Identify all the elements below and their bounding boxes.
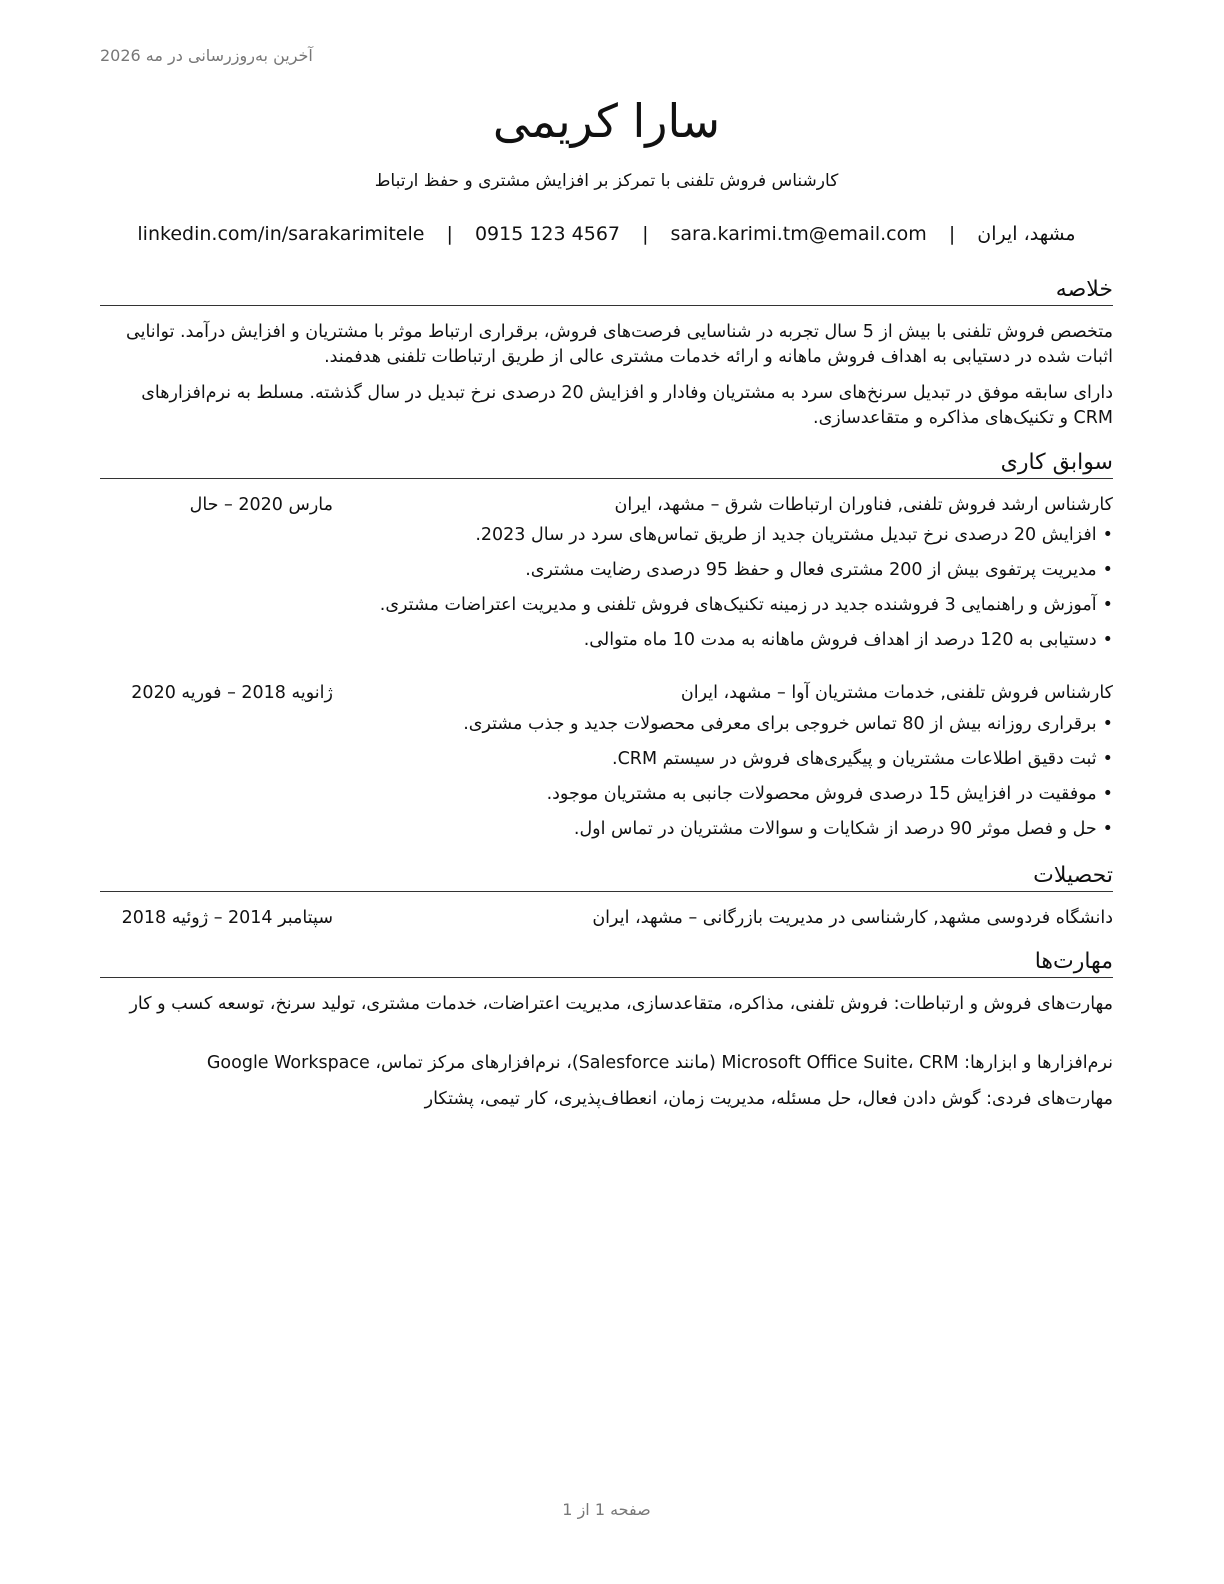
contact-phone[interactable]: 0915 123 4567 (474, 223, 621, 245)
contact-separator: | (642, 223, 649, 245)
education-entry (100, 905, 1113, 931)
list-item: •موفقیت در افزایش 15 درصدی فروش محصولات جانبی به مشتریان موجود. (546, 784, 1113, 804)
contact-separator: | (948, 223, 956, 245)
list-item: •برقراری روزانه بیش از 80 تماس خروجی برای معرفی محصولات جدید و جذب مشتری. (463, 714, 1113, 734)
summary-paragraph-2: دارای سابقه موفق در تبدیل سرنخ‌های سرد به مشتریان وفادار و افزایش 20 درصدی نرخ تبدیل در سال گذشته. مسلط به نرم‌افزارهای CRM و تکنیک‌های مذاکره و متقاعدسازی. (141, 383, 1113, 428)
job-title: کارشناس ارشد فروش تلفنی, فناوران ارتباطات شرق – مشهد، ایران (614, 495, 1113, 515)
education-dates: سپتامبر 2014 – ژوئیه 2018 (121, 908, 333, 928)
resume-page (100, 0, 1113, 1584)
contact-separator: | (446, 223, 453, 245)
skills-heading: مهارت‌ها (100, 948, 1113, 978)
list-item: •افزایش 20 درصدی نرخ تبدیل مشتریان جدید از طریق تماس‌های سرد در سال 2023. (475, 525, 1113, 545)
job-bullets (100, 522, 1113, 662)
job-bullets (100, 711, 1113, 851)
contact-email[interactable]: sara.karimi.tm@email.com (670, 223, 927, 245)
skills-line: مهارت‌های فروش و ارتباطات: فروش تلفنی، مذاکره، متقاعدسازی، مدیریت اعتراضات، خدمات مشتری، تولید سرنخ، توسعه کسب و کار (129, 994, 1113, 1014)
list-item: •دستیابی به 120 درصد از اهداف فروش ماهانه به مدت 10 ماه متوالی. (583, 630, 1113, 650)
skills-line: نرم‌افزارها و ابزارها: Microsoft Office Suite، CRM (مانند Salesforce)، نرم‌افزارهای مرکز تماس، Google Workspace (206, 1053, 1113, 1073)
last-updated: آخرین به‌روزرسانی در مه 2026 (100, 46, 313, 65)
education-heading: تحصیلات (100, 862, 1113, 892)
contact-linkedin[interactable]: linkedin.com/in/sarakarimitele (137, 223, 425, 245)
tagline: کارشناس فروش تلفنی با تمرکز بر افزایش مشتری و حفظ ارتباط (374, 171, 839, 191)
job-header (100, 492, 1113, 518)
education-title: دانشگاه فردوسی مشهد, کارشناسی در مدیریت بازرگانی – مشهد، ایران (592, 908, 1113, 928)
experience-heading: سوابق کاری (100, 449, 1113, 479)
skills-line: مهارت‌های فردی: گوش دادن فعال، حل مسئله، مدیریت زمان، انعطاف‌پذیری، کار تیمی، پشتکار (424, 1089, 1113, 1109)
list-item: •ثبت دقیق اطلاعات مشتریان و پیگیری‌های فروش در سیستم CRM. (611, 749, 1113, 769)
contact-line (100, 223, 1113, 245)
job-dates: ژانویه 2018 – فوریه 2020 (131, 683, 333, 703)
candidate-name: سارا کریمی (492, 94, 721, 148)
page-number: صفحه 1 از 1 (562, 1500, 651, 1519)
list-item: •آموزش و راهنمایی 3 فروشنده جدید در زمینه تکنیک‌های فروش تلفنی و مدیریت اعتراضات مشتری. (379, 595, 1113, 615)
contact-location: مشهد، ایران (977, 223, 1076, 245)
job-header (100, 680, 1113, 706)
job-title: کارشناس فروش تلفنی, خدمات مشتریان آوا – مشهد، ایران (680, 683, 1113, 703)
summary-paragraph-1: متخصص فروش تلفنی با بیش از 5 سال تجربه در شناسایی فرصت‌های فروش، برقراری ارتباط موثر با مشتریان و افزایش درآمد. توانایی اثبات شده در دستیابی به اهداف فروش ماهانه و ارائه خدمات مشتری عالی از طریق ارتباطات تلفنی هدفمند. (126, 322, 1113, 367)
list-item: •حل و فصل موثر 90 درصد از شکایات و سوالات مشتریان در تماس اول. (573, 819, 1113, 839)
job-dates: مارس 2020 – حال (189, 495, 333, 515)
list-item: •مدیریت پرتفوی بیش از 200 مشتری فعال و حفظ 95 درصدی رضایت مشتری. (525, 560, 1113, 580)
summary-heading: خلاصه (100, 276, 1113, 306)
